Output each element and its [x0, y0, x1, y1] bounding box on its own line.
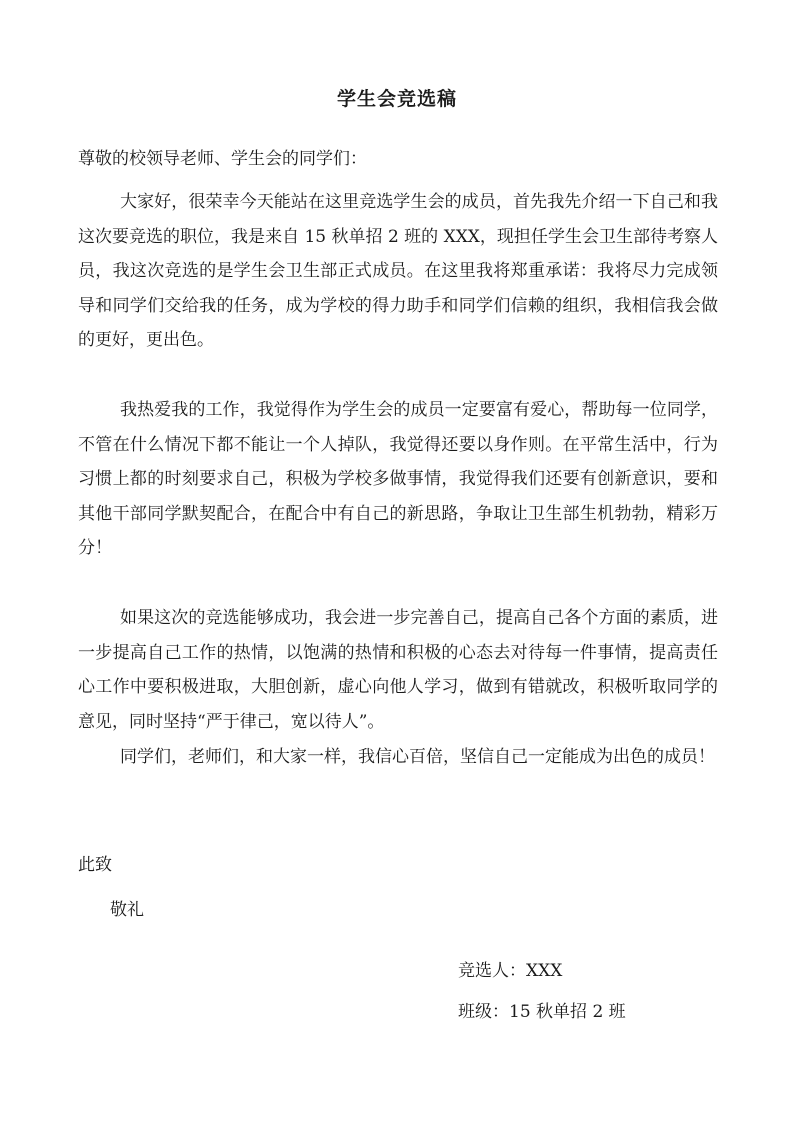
paragraph: 我热爱我的工作，我觉得作为学生会的成员一定要富有爱心，帮助每一位同学，不管在什么情况下都不能让一个人掉队，我觉得还要以身作则。在平常生活中，行为习惯上都的时刻要求自己，积极为学校多做事情，我觉得我们还要有创新意识，要和其他干部同学默契配合，在配合中有自己的新思路，争取让卫生部生机勃勃，精彩万分！	[78, 400, 718, 559]
paragraph: 同学们，老师们，和大家一样，我信心百倍，坚信自己一定能成为出色的成员！	[120, 747, 715, 767]
salutation: 尊敬的校领导老师、学生会的同学们：	[78, 149, 367, 169]
class-info: 班级：15 秋单招 2 班	[458, 1002, 626, 1022]
candidate-signature: 竞选人：XXX	[458, 961, 563, 981]
closing-line: 此致	[78, 855, 112, 875]
paragraph: 大家好，很荣幸今天能站在这里竞选学生会的成员，首先我先介绍一下自己和我这次要竞选的职位，我是来自 15 秋单招 2 班的 XXX，现担任学生会卫生部待考察人员，我这次竞选的是学生会卫生部正式成员。在这里我将郑重承诺：我将尽力完成领导和同学们交给我的任务，成为学校的得力助手和同学们信赖的组织，我相信我会做的更好，更出色。	[78, 192, 718, 351]
document-title: 学生会竞选稿	[336, 88, 457, 110]
paragraph: 如果这次的竞选能够成功，我会进一步完善自己，提高自己各个方面的素质，进一步提高自己工作的热情，以饱满的热情和积极的心态去对待每一件事情，提高责任心工作中要积极进取，大胆创新，虚心向他人学习，做到有错就改，积极听取同学的意见，同时坚持“严于律己，宽以待人”。	[78, 608, 718, 732]
closing-salute: 敬礼	[110, 900, 144, 920]
